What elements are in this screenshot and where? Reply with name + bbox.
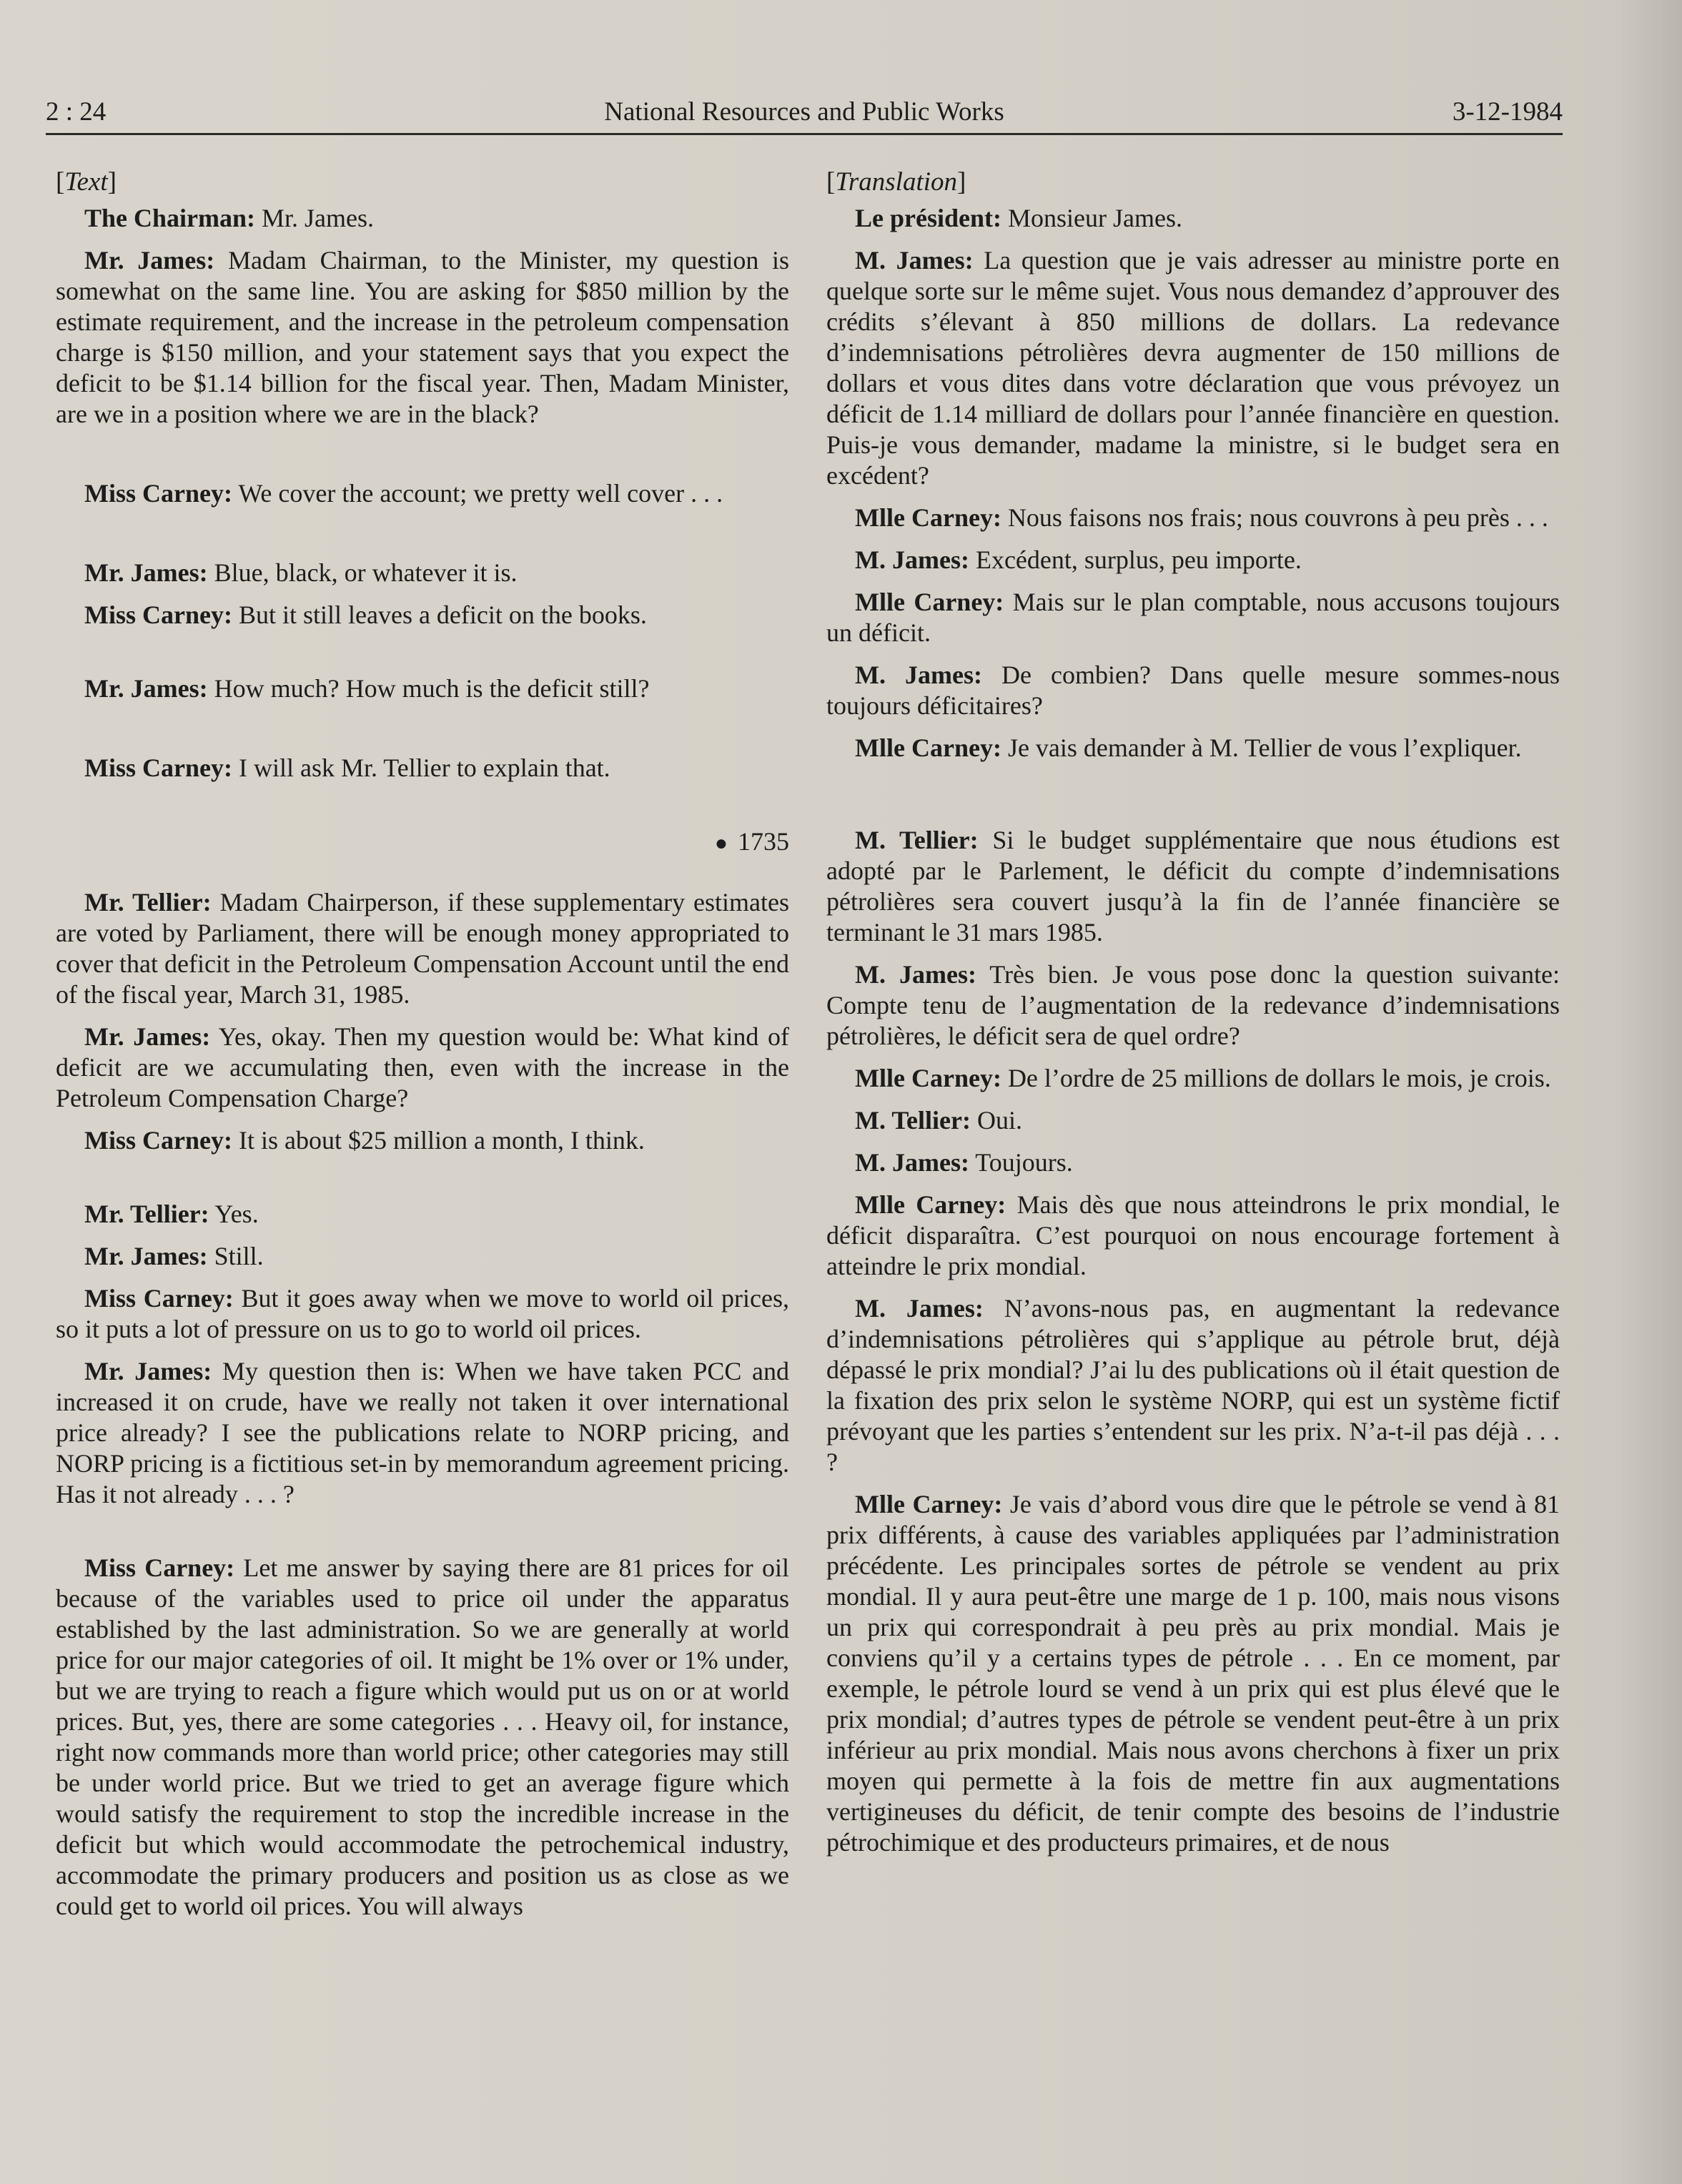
speaker-name: M. Tellier:: [855, 1106, 971, 1135]
speech-paragraph: M. Tellier: Oui.: [855, 1106, 1022, 1135]
speech-paragraph: Mr. James: Madam Chairman, to the Minister, my question is somewhat on the same line. You are asking for $850 million by the estimate requirement, and the increase in the petroleum compensation charge is $150 million, and your statement says that you expect the deficit to be $1.14 billion for the fiscal year. Then, Madam Minister, are we in a position where we are in the black?: [56, 246, 789, 428]
english-column: [56, 166, 789, 1933]
speech-paragraph: Mr. Tellier: Yes.: [84, 1200, 259, 1228]
translation-tag: [Translation]: [826, 167, 966, 197]
speaker-name: Mlle Carney:: [855, 733, 1001, 762]
speaker-name: The Chairman:: [84, 204, 256, 232]
speaker-name: Mlle Carney:: [855, 1190, 1006, 1219]
page-number: 2 : 24: [46, 97, 107, 127]
speech-paragraph: Mr. James: My question then is: When we have taken PCC and increased it on crude, have we really not taken it over international price already? I see the publications relate to NORP pricing, and NORP pricing is a fictitious set-in by memorandum agreement pricing. Has it not already . . . ?: [56, 1357, 790, 1508]
speaker-name: M. James:: [855, 246, 974, 275]
speech-paragraph: The Chairman: Mr. James.: [84, 204, 375, 232]
speech-paragraph: Miss Carney: But it still leaves a deficit on the books.: [84, 601, 647, 629]
speaker-name: Miss Carney:: [84, 479, 232, 508]
speech-paragraph: Miss Carney: But it goes away when we move to world oil prices, so it puts a lot of pressure on us to go to world oil prices.: [56, 1284, 789, 1343]
speaker-name: M. James:: [855, 1294, 984, 1323]
speech-paragraph: Miss Carney: We cover the account; we pretty well cover . . .: [84, 479, 723, 508]
speaker-name: Miss Carney:: [84, 753, 232, 782]
speaker-name: Mr. Tellier:: [84, 888, 212, 916]
speaker-name: Mlle Carney:: [855, 1064, 1001, 1092]
speech-paragraph: M. James: Toujours.: [855, 1148, 1073, 1177]
speech-paragraph: Mlle Carney: Je vais d’abord vous dire que le pétrole se vend à 81 prix différents, à cause des variables appliquées par l’administration précédente. Les principales sortes de pétrole se vendent au prix mondial. Il y aura peut-être une marge de 1 p. 100, mais nous visons un prix qui correspondrait à peu près au prix mondial. Mais je conviens qu’il y a certains types de pétrole . . . En ce moment, par exemple, le pétrole lourd se vend à un prix qui est plus élevé que le prix mondial; d’autres types de pétrole se vendent peut-être à un prix inférieur au prix mondial. Mais nous avons cherchons à fixer un prix moyen qui permette à la fois de mettre fin aux augmentations vertigineuses du déficit, de tenir compte des besoins de l’industrie pétrochimique et des producteurs primaires, et de nous: [826, 1490, 1560, 1857]
speech-paragraph: Mlle Carney: De l’ordre de 25 millions de dollars le mois, je crois.: [855, 1064, 1551, 1092]
speaker-name: Miss Carney:: [84, 1126, 232, 1155]
speaker-name: Miss Carney:: [84, 1284, 234, 1313]
speech-paragraph: Mr. James: Blue, black, or whatever it is.: [84, 558, 518, 587]
speech-paragraph: Mlle Carney: Mais sur le plan comptable, nous accusons toujours un déficit.: [826, 588, 1560, 647]
speaker-name: Mlle Carney:: [855, 1490, 1003, 1518]
speaker-name: Mr. James:: [84, 674, 208, 703]
speech-paragraph: M. James: La question que je vais adresser au ministre porte en quelque sorte sur le même sujet. Vous nous demandez d’approuver des crédits s’élevant à 850 millions de dollars. La redevance d’indemnisations pétrolières devra augmenter de 150 millions de dollars et vous dites dans votre déclaration que vous prévoyez un déficit de 1.14 milliard de dollars pour l’année financière en question. Puis-je vous demander, madame la ministre, si le budget sera en excédent?: [826, 246, 1560, 490]
speech-paragraph: Mr. Tellier: Madam Chairperson, if these supplementary estimates are voted by Parliament, there will be enough money appropriated to cover that deficit in the Petroleum Compensation Account until the end of the fiscal year, March 31, 1985.: [56, 888, 789, 1009]
speaker-name: Le président:: [855, 204, 1001, 232]
speaker-name: Mlle Carney:: [855, 588, 1004, 616]
speaker-name: Mr. Tellier:: [84, 1200, 209, 1228]
speech-paragraph: M. Tellier: Si le budget supplémentaire que nous étudions est adopté par le Parlement, le déficit du compte d’indemnisations pétrolières sera couvert jusqu’à la fin de l’année financière se terminant le 31 mars 1985.: [826, 826, 1560, 947]
bullet-icon: ●: [714, 831, 728, 855]
speaker-name: Miss Carney:: [84, 601, 232, 629]
time-stamp: ● 1735: [714, 827, 789, 856]
speech-paragraph: Mlle Carney: Nous faisons nos frais; nous couvrons à peu près . . .: [855, 503, 1548, 532]
speaker-name: M. Tellier:: [855, 826, 979, 854]
speaker-name: Mr. James:: [84, 1022, 211, 1051]
speech-paragraph: Mr. James: How much? How much is the deficit still?: [84, 674, 650, 703]
speech-paragraph: Mlle Carney: Je vais demander à M. Tellier de vous l’expliquer.: [855, 733, 1522, 762]
speech-paragraph: Mr. James: Yes, okay. Then my question would be: What kind of deficit are we accumulating then, even with the increase in the Petroleum Compensation Charge?: [56, 1022, 789, 1112]
speaker-name: M. James:: [855, 661, 982, 689]
speaker-name: Miss Carney:: [84, 1553, 235, 1582]
header-title: National Resources and Public Works: [604, 97, 1004, 127]
speaker-name: M. James:: [855, 1148, 969, 1177]
header-date: 3-12-1984: [1452, 97, 1563, 127]
speaker-name: M. James:: [855, 545, 969, 574]
speaker-name: Mlle Carney:: [855, 503, 1001, 532]
speech-paragraph: M. James: N’avons-nous pas, en augmentant la redevance d’indemnisations pétrolières qui s’applique au pétrole brut, déjà dépassé le prix mondial? J’ai lu des publications où il était question de la fixation des prix selon le système NORP, qui est un système fictif prévoyant que les parties s’entendent sur les prix. N’a-t-il pas déjà . . . ?: [826, 1294, 1560, 1476]
speech-paragraph: Miss Carney: I will ask Mr. Tellier to explain that.: [84, 753, 610, 782]
speaker-name: Mr. James:: [84, 1357, 212, 1385]
speech-paragraph: Miss Carney: Let me answer by saying there are 81 prices for oil because of the variables used to price oil under the apparatus established by the last administration. So we are generally at world price for our major categories of oil. It might be 1% over or 1% under, but we are trying to reach a figure which would put us on or at world prices. But, yes, there are some categories . . . Heavy oil, for instance, right now commands more than world price; other categories may still be under world price. But we tried to get an average figure which would satisfy the requirement to stop the incredible increase in the deficit but which would accommodate the petrochemical industry, accommodate the primary producers and position us as close as we could get to world oil prices. You will always: [56, 1553, 789, 1920]
running-header: [46, 93, 1563, 135]
text-tag: [Text]: [56, 167, 117, 197]
speech-paragraph: M. James: Excédent, surplus, peu importe.: [855, 545, 1302, 574]
speech-paragraph: M. James: Très bien. Je vous pose donc la question suivante: Compte tenu de l’augmentation de la redevance d’indemnisations pétrolières, le déficit sera de quel ordre?: [826, 960, 1560, 1050]
speech-paragraph: M. James: De combien? Dans quelle mesure sommes-nous toujours déficitaires?: [826, 661, 1560, 720]
speech-paragraph: Mr. James: Still.: [84, 1242, 264, 1270]
speaker-name: Mr. James:: [84, 558, 208, 587]
speech-paragraph: Le président: Monsieur James.: [855, 204, 1182, 232]
speaker-name: Mr. James:: [84, 246, 215, 275]
speech-paragraph: Mlle Carney: Mais dès que nous atteindrons le prix mondial, le déficit disparaîtra. C’est pourquoi on nous encourage fortement à atteindre le prix mondial.: [826, 1190, 1560, 1280]
speech-paragraph: Miss Carney: It is about $25 million a month, I think.: [84, 1126, 645, 1155]
speaker-name: M. James:: [855, 960, 976, 989]
speaker-name: Mr. James:: [84, 1242, 208, 1270]
french-column: [826, 166, 1560, 1869]
